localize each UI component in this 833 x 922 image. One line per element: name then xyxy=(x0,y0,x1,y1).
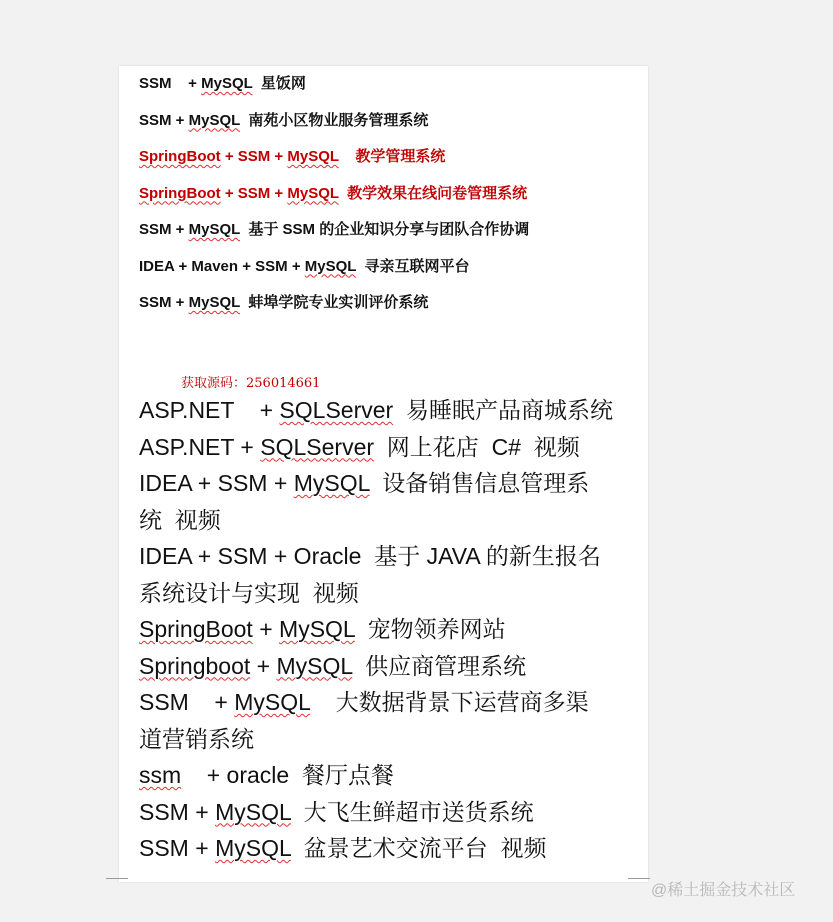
large-project-line xyxy=(139,575,639,612)
spellcheck-word: SpringBoot xyxy=(139,184,221,202)
text-run: IDEA + SSM + Oracle 基于 JAVA 的新生报名 xyxy=(139,543,601,569)
page-corner-mark-right xyxy=(628,878,650,879)
text-run: ASP.NET + xyxy=(139,397,280,423)
spellcheck-word: MySQL xyxy=(276,652,353,679)
spellcheck-word: SQLServer xyxy=(260,433,375,460)
spellcheck-word: MySQL xyxy=(293,470,370,496)
source-code-note: 获取源码：256014661 xyxy=(181,376,321,391)
spellcheck-word: MySQL xyxy=(287,184,339,202)
spellcheck-word: MySQL xyxy=(215,798,291,825)
small-project-item xyxy=(139,145,445,166)
spellcheck-word: MySQL xyxy=(234,689,311,715)
watermark: @稀土掘金技术社区 xyxy=(651,882,796,899)
spellcheck-word: SpringBoot xyxy=(139,148,221,165)
text-run: IDEA + Maven + SSM + xyxy=(139,257,305,275)
text-run: SSM + xyxy=(139,689,235,715)
spellcheck-word: SpringBoot xyxy=(139,616,253,642)
text-run: 供应商管理系统 xyxy=(352,652,527,679)
text-run: 教学效果在线问卷管理系统 xyxy=(338,184,528,202)
text-run: 寻亲互联网平台 xyxy=(356,257,470,275)
small-project-item xyxy=(139,255,470,276)
small-project-item xyxy=(139,72,306,93)
text-run: 星饭网 xyxy=(252,75,306,92)
text-run: + SSM + xyxy=(220,184,288,202)
text-run: 大飞生鲜超市送货系统 xyxy=(290,798,534,825)
large-project-line xyxy=(139,757,639,794)
large-project-line xyxy=(139,429,639,466)
text-run: 统 视频 xyxy=(139,506,221,533)
spellcheck-word: MySQL xyxy=(188,111,241,129)
small-project-item xyxy=(139,109,428,130)
text-run: + SSM + xyxy=(220,148,288,165)
small-project-item xyxy=(139,182,527,203)
large-project-line xyxy=(139,392,639,429)
text-run: SSM + xyxy=(139,798,216,825)
spellcheck-word: MySQL xyxy=(304,257,357,275)
spellcheck-word: MySQL xyxy=(188,294,241,311)
text-run: SSM + xyxy=(139,294,189,311)
large-project-line xyxy=(139,538,639,575)
large-project-line xyxy=(139,648,639,685)
page-corner-mark-left xyxy=(106,878,128,879)
text-run: 南苑小区物业服务管理系统 xyxy=(240,111,429,129)
text-run: SSM + xyxy=(139,835,216,861)
spellcheck-word: MySQL xyxy=(188,221,241,238)
large-project-line xyxy=(139,502,639,539)
text-run: + xyxy=(250,652,277,679)
large-project-line xyxy=(139,684,639,721)
large-project-line xyxy=(139,465,639,502)
large-project-line xyxy=(139,611,639,648)
text-run: 道营销系统 xyxy=(139,725,254,752)
document-page xyxy=(119,66,648,882)
text-run: + oracle 餐厅点餐 xyxy=(181,762,394,788)
text-run: 系统设计与实现 视频 xyxy=(139,579,359,606)
text-run: 网上花店 C# 视频 xyxy=(374,433,580,460)
spellcheck-word: MySQL xyxy=(215,835,291,861)
spellcheck-word: MySQL xyxy=(201,75,253,92)
text-run: SSM + xyxy=(139,75,202,92)
spellcheck-word: ssm xyxy=(139,762,182,788)
text-run: 盆景艺术交流平台 视频 xyxy=(290,835,547,861)
text-run: 设备销售信息管理系 xyxy=(369,470,590,496)
text-run: 宠物领养网站 xyxy=(354,616,506,642)
spellcheck-word: MySQL xyxy=(279,616,355,642)
spellcheck-word: SQLServer xyxy=(279,397,394,423)
spellcheck-word: Springboot xyxy=(139,652,251,679)
text-run: 蚌埠学院专业实训评价系统 xyxy=(240,294,429,311)
text-run: + xyxy=(252,616,280,642)
text-run: IDEA + SSM + xyxy=(139,470,294,496)
text-run: 教学管理系统 xyxy=(338,148,446,165)
large-project-line xyxy=(139,830,639,867)
text-run: SSM + xyxy=(139,221,189,238)
small-project-item xyxy=(139,291,428,312)
text-run: 易睡眠产品商城系统 xyxy=(393,397,613,423)
text-run: SSM + xyxy=(139,111,189,129)
text-run: ASP.NET + xyxy=(139,433,261,460)
small-project-item xyxy=(139,218,529,239)
large-project-line xyxy=(139,721,639,758)
spellcheck-word: MySQL xyxy=(287,148,339,165)
text-run: 大数据背景下运营商多渠 xyxy=(310,689,589,715)
large-project-line xyxy=(139,794,639,831)
text-run: 基于 SSM 的企业知识分享与团队合作协调 xyxy=(240,221,530,238)
large-project-list xyxy=(139,392,639,867)
